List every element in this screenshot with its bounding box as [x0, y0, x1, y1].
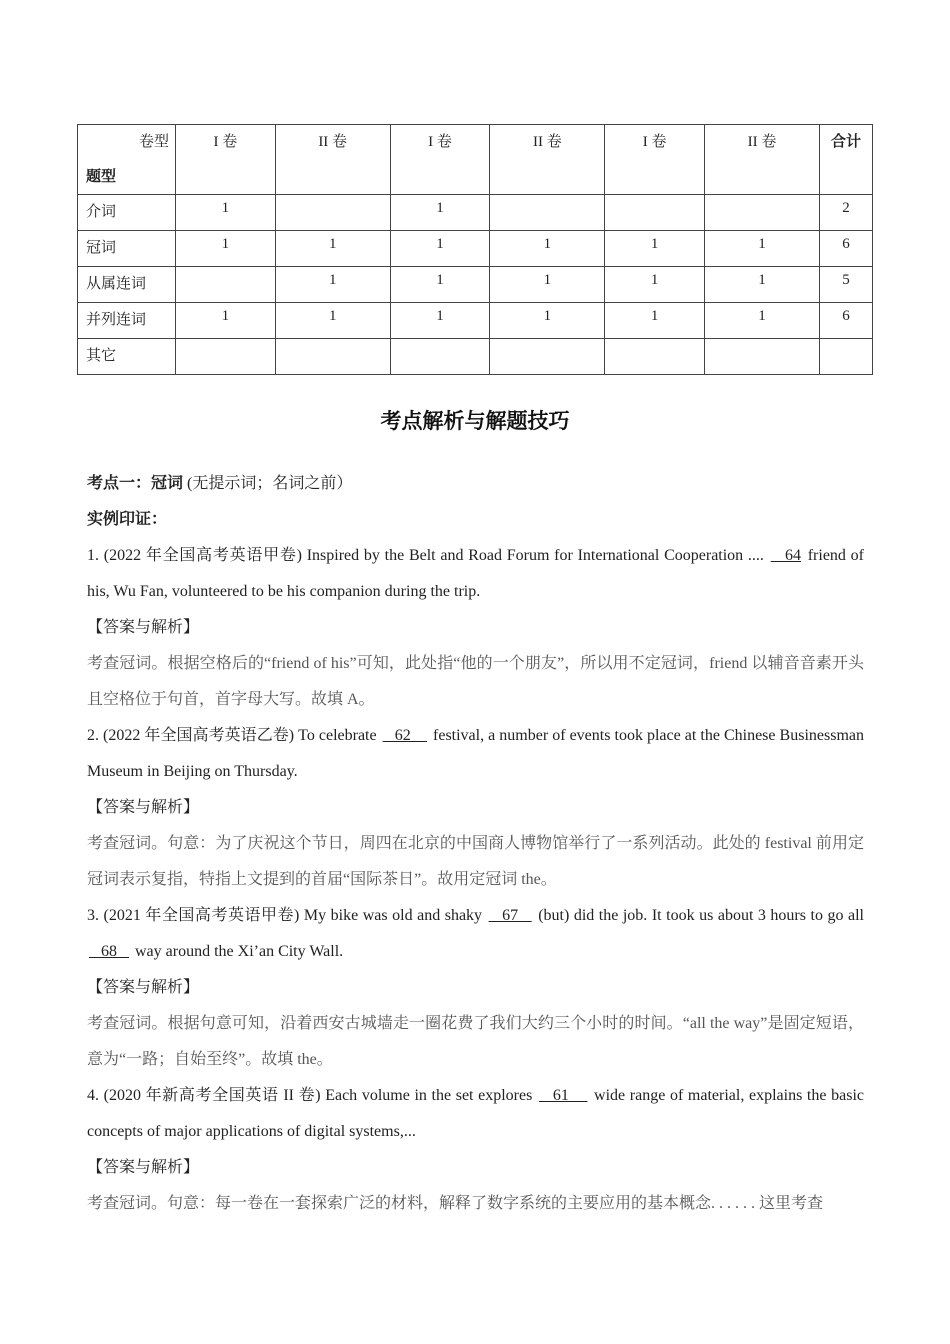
- table-cell: [705, 195, 820, 231]
- table-cell: [490, 339, 605, 375]
- table-row: [78, 303, 873, 339]
- point-title: [87, 466, 864, 502]
- table-cell: 6: [820, 231, 873, 267]
- question-text: way around the Xi’an City Wall.: [131, 943, 344, 960]
- header-cell: I 卷: [605, 125, 705, 195]
- corner-cell: [78, 125, 176, 195]
- table-cell: 1: [390, 195, 490, 231]
- answer-blank: 68: [89, 943, 129, 960]
- analysis: 考查冠词。根据空格后的“friend of his”可知，此处指“他的一个朋友”，所以用不定冠词，friend 以辅音音素开头且空格位于句首，首字母大写。故填 A。: [87, 655, 864, 708]
- table-cell: [705, 339, 820, 375]
- question-text: 1. (2022 年全国高考英语甲卷) Inspired by the Belt and Road Forum for International Cooperation ....: [87, 547, 769, 564]
- stats-table: [77, 124, 873, 375]
- answer-label: 【答案与解析】: [87, 1159, 200, 1176]
- section-heading: 考点解析与解题技巧: [380, 409, 570, 433]
- analysis: 考查冠词。句意：每一卷在一套探索广泛的材料，解释了数字系统的主要应用的基本概念. . . . . . 这里考查: [87, 1195, 824, 1212]
- question-text: (but) did the job. It took us about 3 hours to go all: [533, 907, 864, 924]
- row-label: 冠词: [78, 231, 176, 267]
- table-cell: 2: [820, 195, 873, 231]
- point-note: (无提示词；名词之前）: [187, 475, 353, 492]
- table-cell: 1: [176, 231, 276, 267]
- table-cell: 1: [705, 267, 820, 303]
- table-cell: [820, 339, 873, 375]
- table-cell: [390, 339, 490, 375]
- table-cell: [605, 339, 705, 375]
- table-cell: 1: [605, 231, 705, 267]
- answer-blank: 62: [382, 727, 427, 744]
- question-text: festival, a number of events took place at the Chinese Businessman Museum in Beijing on Thursday.: [87, 727, 865, 780]
- question-text: friend of his, Wu Fan, volunteered to be his companion during the trip.: [87, 547, 865, 600]
- table-cell: 1: [390, 267, 490, 303]
- table-cell: [176, 267, 276, 303]
- question: [87, 538, 864, 610]
- question-text: 2. (2022 年全国高考英语乙卷) To celebrate: [87, 727, 381, 744]
- header-cell: II 卷: [490, 125, 605, 195]
- table-header-row: [78, 125, 873, 195]
- corner-top: 卷型: [138, 134, 169, 150]
- table-cell: 1: [490, 231, 605, 267]
- table-cell: 1: [176, 195, 276, 231]
- table-cell: 1: [490, 267, 605, 303]
- answer-blank: 61: [538, 1087, 588, 1104]
- question-text: 3. (2021 年全国高考英语甲卷) My bike was old and shaky: [87, 907, 487, 924]
- analysis: 考查冠词。句意：为了庆祝这个节日，周四在北京的中国商人博物馆举行了一系列活动。此处的 festival 前用定冠词表示复指，特指上文提到的首届“国际茶日”。故用定冠词 the。: [87, 835, 864, 888]
- table-row: [78, 231, 873, 267]
- table-cell: [275, 195, 390, 231]
- header-cell: I 卷: [390, 125, 490, 195]
- table-cell: 1: [176, 303, 276, 339]
- point-label: 考点一：冠词: [87, 475, 184, 492]
- table-cell: 1: [705, 303, 820, 339]
- table-cell: [176, 339, 276, 375]
- question: [87, 1078, 864, 1150]
- table-row: [78, 195, 873, 231]
- table-cell: 1: [390, 303, 490, 339]
- header-cell: I 卷: [176, 125, 276, 195]
- table-cell: 1: [605, 303, 705, 339]
- header-cell: II 卷: [705, 125, 820, 195]
- table-cell: 1: [605, 267, 705, 303]
- question-text: wide range of material, explains the basic concepts of major applications of digital systems,...: [87, 1087, 864, 1140]
- answer-blank: 67: [488, 907, 532, 924]
- question-text: 4. (2020 年新高考全国英语 II 卷) Each volume in the set explores: [87, 1087, 537, 1104]
- answer-label: 【答案与解析】: [87, 979, 200, 996]
- corner-bottom: 题型: [86, 169, 117, 185]
- table-cell: 6: [820, 303, 873, 339]
- table-cell: 1: [705, 231, 820, 267]
- header-cell: II 卷: [275, 125, 390, 195]
- examples-label: 实例印证：: [87, 511, 168, 528]
- content: [87, 466, 864, 1222]
- table-cell: [605, 195, 705, 231]
- question: [87, 718, 864, 790]
- header-cell-total: 合计: [820, 125, 873, 195]
- table-cell: [275, 339, 390, 375]
- table-cell: 1: [275, 303, 390, 339]
- table-cell: 1: [275, 231, 390, 267]
- question: [87, 898, 864, 970]
- table-cell: [490, 195, 605, 231]
- answer-blank: 64: [770, 547, 801, 564]
- table-cell: 5: [820, 267, 873, 303]
- answer-label: 【答案与解析】: [87, 619, 200, 636]
- row-label: 从属连词: [78, 267, 176, 303]
- row-label: 并列连词: [78, 303, 176, 339]
- table-row: [78, 339, 873, 375]
- table-row: [78, 267, 873, 303]
- row-label: 其它: [78, 339, 176, 375]
- row-label: 介词: [78, 195, 176, 231]
- table-cell: 1: [390, 231, 490, 267]
- table-cell: 1: [275, 267, 390, 303]
- table-cell: 1: [490, 303, 605, 339]
- analysis: 考查冠词。根据句意可知，沿着西安古城墙走一圈花费了我们大约三个小时的时间。“all the way”是固定短语，意为“一路；自始至终”。故填 the。: [87, 1015, 864, 1068]
- answer-label: 【答案与解析】: [87, 799, 200, 816]
